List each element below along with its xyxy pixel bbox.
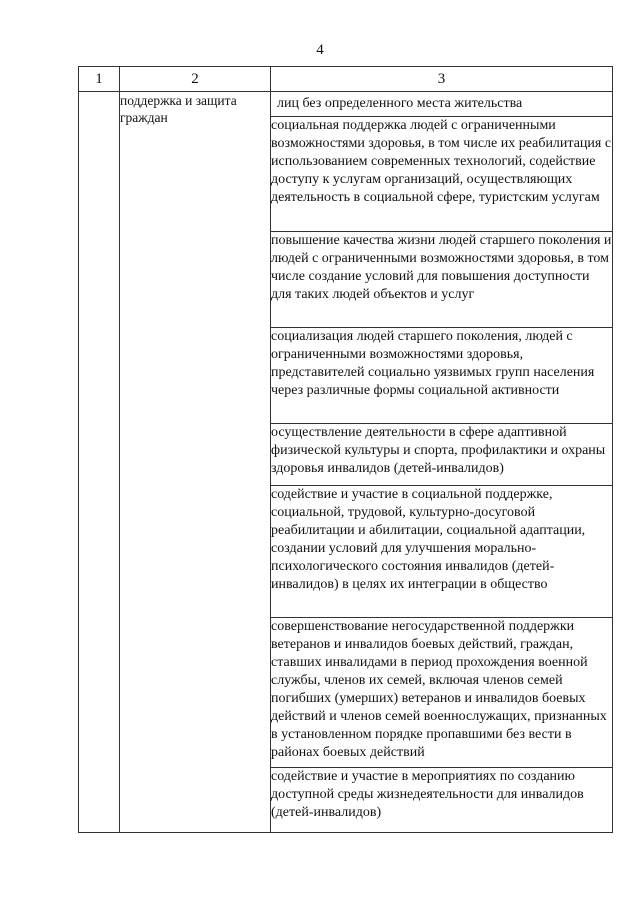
column-header-2: 2	[120, 67, 271, 92]
table-row	[79, 92, 613, 117]
row-number-cell	[79, 92, 120, 833]
table-cell: содействие и участие в мероприятиях по созданию доступной среды жизнедеятельности для инвалидов (детей-инвалидов)	[271, 768, 613, 833]
column-header-1: 1	[79, 67, 120, 92]
page-number: 4	[316, 42, 324, 58]
table-cell: содействие и участие в социальной поддержке, социальной, трудовой, культурно-досуговой реабилитации и абилитации, социальной адаптации, создании условий для улучшения морально-психологического состояния инвалидов (детей-инвалидов) в целях их интеграции в общество	[271, 486, 613, 618]
table-header-row	[79, 67, 613, 92]
table-cell: социальная поддержка людей с ограниченными возможностями здоровья, в том числе их реабилитация с использованием современных технологий, содействие доступу к услугам организаций, осуществляющих деятельность в социальной сфере, туристским услугам	[271, 117, 613, 232]
table-cell: осуществление деятельности в сфере адаптивной физической культуры и спорта, профилактики и охраны здоровья инвалидов (детей-инвалидов)	[271, 424, 613, 486]
table-cell: повышение качества жизни людей старшего поколения и людей с ограниченными возможностями здоровья, в том числе создание условий для повышения доступности для таких людей объектов и услуг	[271, 232, 613, 328]
table-cell: совершенствование негосударственной поддержки ветеранов и инвалидов боевых действий, граждан, ставших инвалидами в период прохождения военной службы, членов их семей, включая членов семей погибших (умерших) ветеранов и инвалидов боевых действий и членов семей военнослужащих, признанных в установленном порядке пропавшими без вести в районах боевых действий	[271, 618, 613, 768]
table-cell: социализация людей старшего поколения, людей с ограниченными возможностями здоровья, представителей социально уязвимых групп населения через различные формы социальной активности	[271, 328, 613, 424]
table-cell: лиц без определенного места жительства	[271, 92, 613, 117]
document-table	[78, 66, 613, 833]
column-header-3: 3	[271, 67, 613, 92]
category-cell: поддержка и защита граждан	[120, 92, 271, 833]
